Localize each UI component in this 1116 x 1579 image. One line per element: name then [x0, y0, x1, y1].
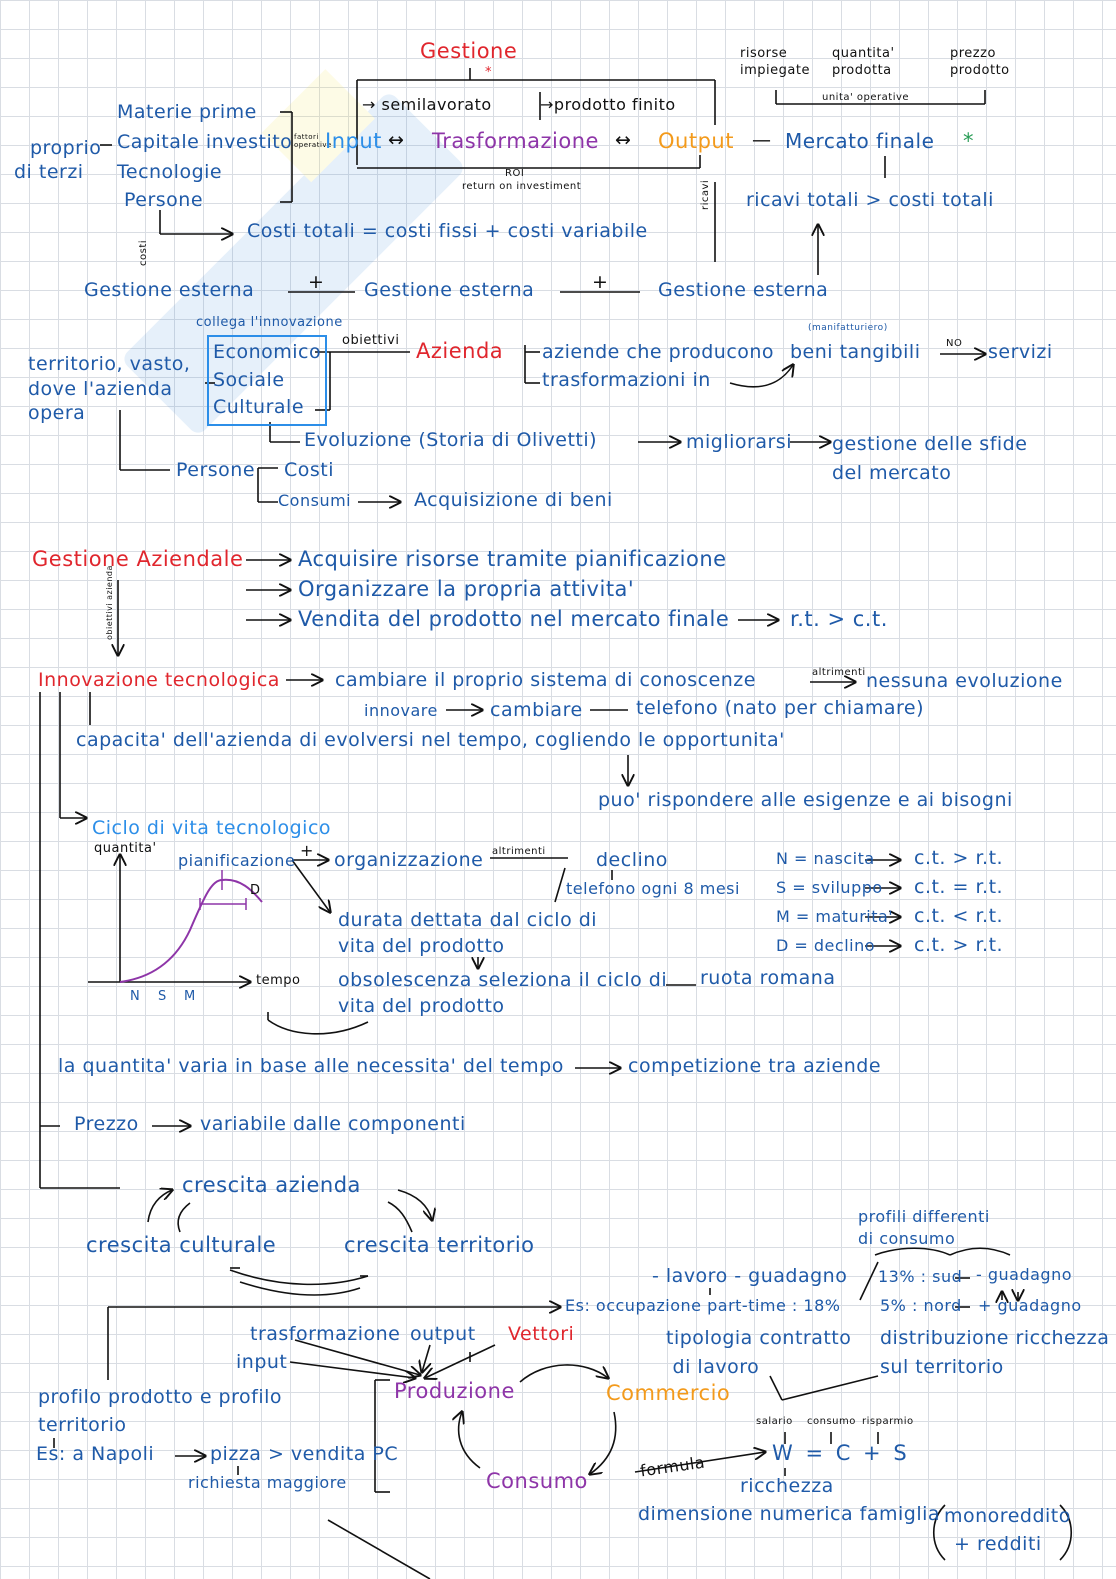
no-label: NO — [946, 338, 963, 349]
roi-full-label: return on investiment — [462, 181, 582, 192]
obiettivi-azienda-label: obiettivi azienda — [105, 565, 114, 640]
risorse-impiegate-label: risorse impiegate — [740, 46, 810, 78]
dimensione-economico: Economico — [213, 341, 322, 363]
proprio-label: proprio — [30, 137, 102, 159]
gestione-sfide-label: gestione delle sfide del mercato — [832, 433, 1028, 484]
monoreddito-label: monoreddito — [944, 1505, 1071, 1527]
quantita-prodotta-label: quantita' prodotta — [832, 46, 895, 78]
evoluzione-label: Evoluzione (Storia di Olivetti) — [304, 429, 598, 451]
gestione-aziendale-item-3: Vendita del prodotto nel mercato finale — [298, 607, 730, 631]
altrimenti-label: altrimenti — [812, 667, 866, 678]
fattori-operative-label: fattori operative — [294, 133, 332, 149]
legend-sviluppo: S = sviluppo — [776, 878, 883, 897]
lavoro-guadagno-label: - lavoro - guadagno — [652, 1265, 848, 1287]
gestione-aziendale-item-1: Acquisire risorse tramite pianificazione — [298, 547, 727, 571]
telefono-label: telefono (nato per chiamare) — [636, 697, 924, 719]
gestione-asterisk: * — [485, 65, 492, 80]
gestione-esterna-1: Gestione esterna — [84, 279, 255, 301]
unita-operative-label: unita' operative — [822, 92, 910, 103]
trasformazione-label: Trasformazione — [432, 129, 599, 153]
costi-totali-label: Costi totali = costi fissi + costi variabile — [247, 220, 648, 242]
trasformazioni-in-label: trasformazioni in — [542, 369, 711, 391]
redditi-label: + redditi — [954, 1533, 1042, 1555]
life-cycle-curve — [120, 880, 262, 982]
fattore-tecnologie: Tecnologie — [117, 161, 223, 183]
nord-label: 5% : nord — [880, 1296, 962, 1315]
cambiare-sistema-label: cambiare il proprio sistema di conoscenze — [335, 669, 756, 691]
mercato-asterisk: * — [963, 129, 974, 153]
occupazione-label: Es: occupazione part-time : 18% — [565, 1296, 841, 1315]
gestione-aziendale-item-2: Organizzare la propria attivita' — [298, 577, 635, 601]
legend-maturita-rel: c.t. < r.t. — [914, 905, 1004, 927]
consumo-small-label: consumo — [807, 1416, 856, 1427]
salario-label: salario — [756, 1416, 793, 1427]
innovare-label: innovare — [364, 701, 438, 720]
legend-maturita: M = maturita' — [776, 907, 894, 926]
legend-sviluppo-rel: c.t. = r.t. — [914, 876, 1004, 898]
nessuna-evoluzione-label: nessuna evoluzione — [866, 670, 1063, 692]
puo-rispondere-label: puo' rispondere alle esigenze e ai bisogni — [598, 789, 1013, 811]
pizza-label: pizza > vendita PC — [210, 1443, 399, 1465]
chart-x-axis-label: tempo — [256, 973, 301, 988]
beni-tangibili-label: beni tangibili — [790, 341, 921, 363]
plus-1: + — [308, 271, 325, 293]
prezzo-label: Prezzo — [74, 1113, 139, 1135]
territorio-label: territorio, vasto, dove l'azienda opera — [28, 353, 191, 425]
trasformazione-small-label: trasformazione — [250, 1323, 401, 1345]
semilavorato-label: semilavorato — [381, 95, 492, 114]
servizi-label: servizi — [988, 341, 1053, 363]
dimensione-famiglia-label: dimensione numerica famiglia — [638, 1503, 941, 1525]
obsolescenza-label: obsolescenza seleziona il ciclo di vita del prodotto — [338, 969, 668, 1017]
input-small-label: input — [236, 1351, 288, 1373]
legend-declino: D = declino — [776, 936, 876, 955]
formula-text: W = C + S — [772, 1441, 910, 1465]
ciclo-title: Ciclo di vita tecnologico — [92, 817, 332, 839]
ruota-romana-label: ruota romana — [700, 967, 836, 989]
acquisizione-beni-label: Acquisizione di beni — [414, 489, 613, 511]
piu-guadagno-label: + guadagno — [978, 1296, 1082, 1315]
manifatturiero-label: (manifatturiero) — [808, 323, 888, 333]
tipologia-contratto-label: tipologia contratto di lavoro — [666, 1327, 852, 1378]
bidirectional-arrow-icon: ↔ — [388, 129, 405, 151]
prodotto-finito-label: prodotto finito — [553, 95, 676, 114]
collega-innovazione-label: collega l'innovazione — [196, 315, 343, 330]
fattore-persone: Persone — [124, 189, 204, 211]
quantita-label: la quantita' varia in base alle necessita' del tempo — [58, 1055, 564, 1077]
competizione-label: competizione tra aziende — [628, 1055, 882, 1077]
sud-label: 13% : sud — [878, 1267, 963, 1286]
crescita-culturale-label: crescita culturale — [86, 1233, 277, 1257]
gestione-esterna-2: Gestione esterna — [364, 279, 535, 301]
pianificazione-label: pianificazione — [178, 851, 296, 870]
chart-y-axis-label: quantita' — [94, 841, 157, 856]
roi-label: ROI — [505, 168, 525, 179]
legend-nascita: N = nascita — [776, 849, 875, 868]
phase-s-tick: S — [158, 989, 167, 1004]
ricchezza-label: ricchezza — [740, 1475, 834, 1497]
formula-label: formula — [638, 1452, 707, 1481]
di-terzi-label: di terzi — [14, 161, 84, 183]
profilo-prodotto-label: profilo prodotto e profilo territorio — [38, 1386, 282, 1436]
ricavi-vertical-label: ricavi — [700, 179, 711, 210]
telefono-mesi-label: telefono ogni 8 mesi — [566, 879, 740, 898]
persone-label: Persone — [176, 459, 256, 481]
azienda-title: Azienda — [416, 339, 504, 363]
phase-m-tick: M — [184, 989, 196, 1004]
consumi-label: Consumi — [278, 491, 352, 510]
costi-label: Costi — [284, 459, 335, 481]
distribuzione-ricchezza-label: distribuzione ricchezza sul territorio — [880, 1327, 1110, 1378]
capacita-label: capacita' dell'azienda di evolversi nel tempo, cogliendo le opportunita' — [76, 729, 785, 751]
gestione-esterna-3: Gestione esterna — [658, 279, 829, 301]
phase-n-tick: N — [130, 989, 141, 1004]
legend-declino-rel: c.t. > r.t. — [914, 934, 1004, 956]
prezzo-prodotto-label: prezzo prodotto — [950, 46, 1010, 78]
commercio-label: Commercio — [606, 1381, 731, 1405]
consumo-label: Consumo — [486, 1469, 588, 1493]
vettori-label: Vettori — [508, 1323, 575, 1345]
organizzazione-label: organizzazione — [334, 849, 484, 871]
bidirectional-arrow-icon-2: ↔ — [615, 129, 632, 151]
prezzo-text: variabile dalle componenti — [200, 1113, 466, 1135]
dimensione-sociale: Sociale — [213, 368, 285, 391]
declino-label: declino — [596, 849, 668, 871]
fattore-capitale: Capitale investito — [117, 131, 293, 153]
costi-vertical-label: costi — [138, 239, 149, 266]
cambiare-label: cambiare — [490, 699, 583, 721]
ciclo-plus: + — [300, 841, 314, 860]
gestione-aziendale-title: Gestione Aziendale — [32, 547, 244, 571]
mercato-finale-label: Mercato finale — [785, 129, 935, 153]
produzione-label: Produzione — [394, 1379, 515, 1403]
plus-2: + — [592, 271, 609, 293]
ciclo-altrimenti-label: altrimenti — [492, 846, 546, 857]
aziende-producono-label: aziende che producono — [542, 341, 775, 363]
crescita-territorio-label: crescita territorio — [344, 1233, 535, 1257]
phase-d-tick: D — [250, 883, 261, 898]
obiettivi-label: obiettivi — [342, 333, 400, 348]
dimensioni-box — [207, 335, 327, 426]
risparmio-label: risparmio — [862, 1416, 914, 1427]
profili-consumo-label: profili differenti di consumo — [858, 1207, 990, 1249]
dimensione-culturale: Culturale — [213, 396, 305, 419]
innovazione-title: Innovazione tecnologica — [38, 669, 280, 691]
meno-guadagno-label: - guadagno — [976, 1265, 1073, 1284]
migliorarsi-label: migliorarsi — [686, 431, 792, 453]
crescita-azienda-label: crescita azienda — [182, 1173, 361, 1197]
ricavi-costi-label: ricavi totali > costi totali — [746, 189, 994, 211]
rt-ct-label: r.t. > c.t. — [790, 607, 888, 631]
input-label: Input — [325, 129, 382, 153]
output-label: Output — [658, 129, 734, 153]
fattore-materie-prime: Materie prime — [117, 101, 257, 123]
durata-label: durata dettata dal ciclo di vita del prodotto — [338, 909, 598, 957]
richiesta-label: richiesta maggiore — [188, 1473, 347, 1492]
gestione-title: Gestione — [420, 39, 518, 63]
legend-nascita-rel: c.t. > r.t. — [914, 847, 1004, 869]
output-small-label: output — [410, 1323, 476, 1345]
es-napoli-label: Es: a Napoli — [36, 1443, 155, 1465]
